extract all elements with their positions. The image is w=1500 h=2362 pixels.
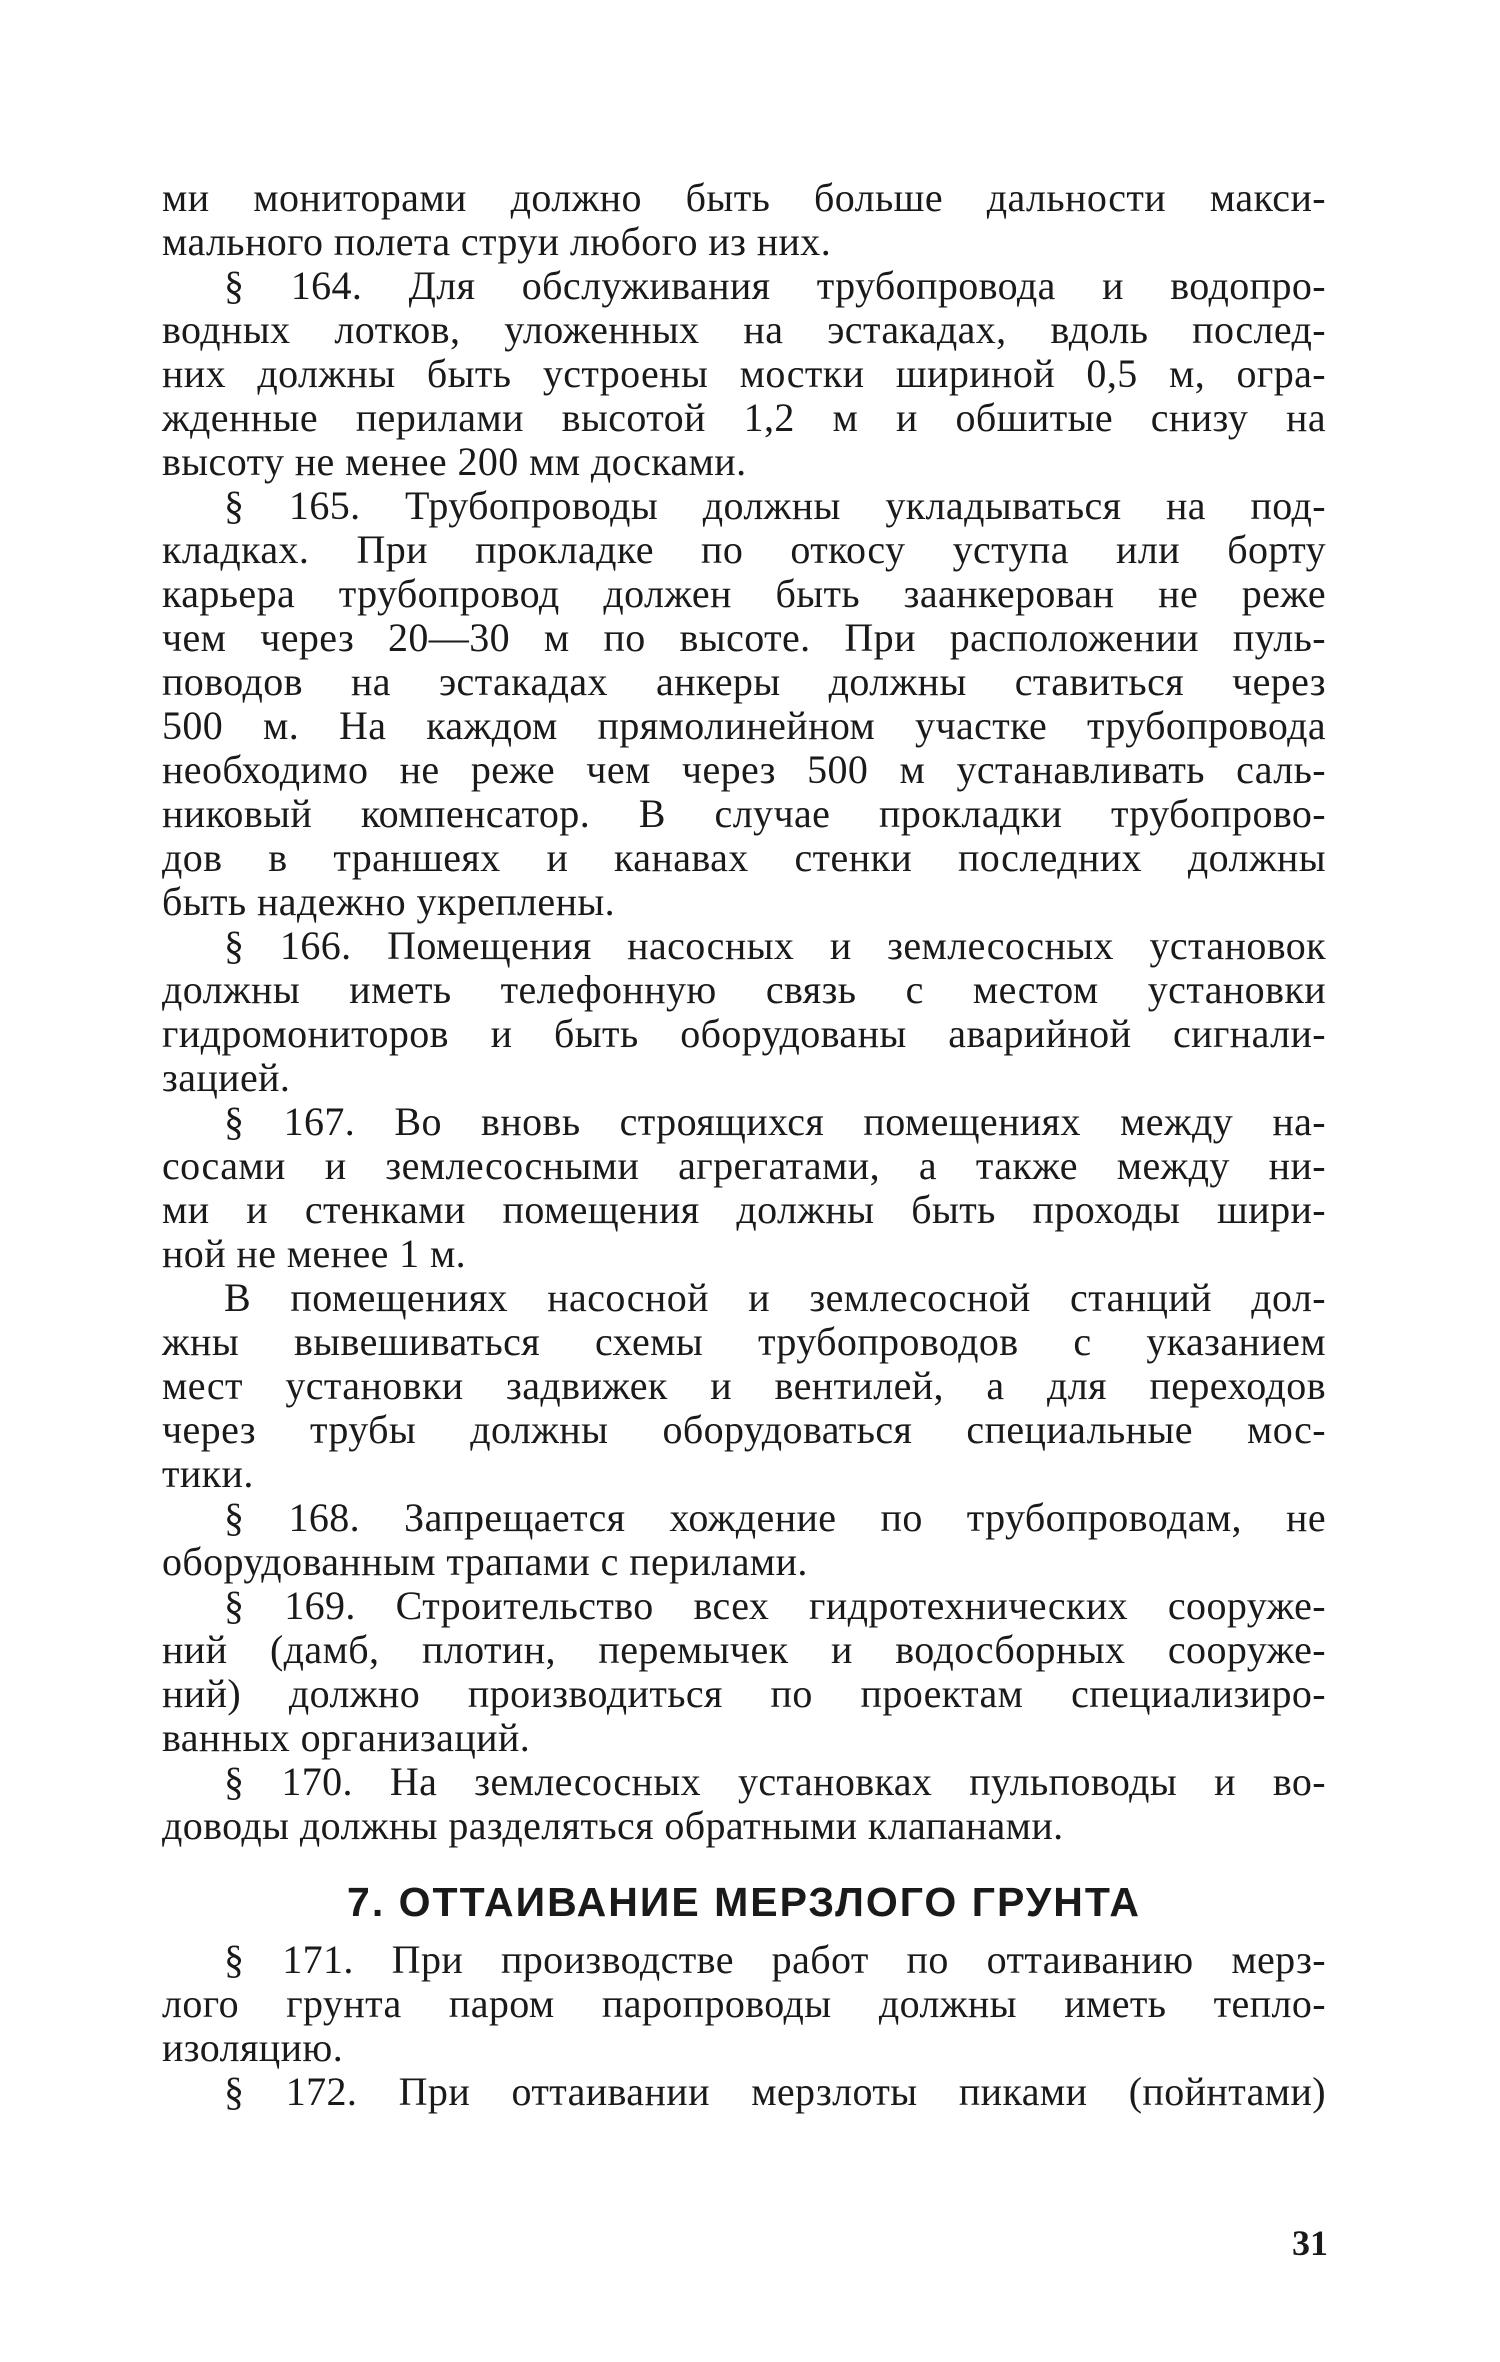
text-line: них должны быть устроены мостки шириной 0,5 м, огра-	[162, 351, 1326, 396]
paragraph-171	[162, 1938, 1326, 2070]
text-line: § 165. Трубопроводы должны укладываться на под-	[224, 483, 1326, 528]
text-line: ми мониторами должно быть больше дальности макси-	[162, 175, 1326, 220]
text-line: быть надежно укреплены.	[162, 879, 616, 924]
text-line: тики.	[162, 1451, 254, 1496]
text-line: сосами и землесосными агрегатами, а также между ни-	[162, 1143, 1326, 1188]
text-line: должны иметь телефонную связь с местом установки	[162, 967, 1326, 1012]
section-heading: 7. ОТТАИВАНИЕ МЕРЗЛОГО ГРУНТА	[347, 1879, 1141, 1925]
text-line: дов в траншеях и канавах стенки последних должны	[162, 835, 1326, 880]
text-line: никовый компенсатор. В случае прокладки трубопрово-	[162, 791, 1326, 836]
text-line: мест установки задвижек и вентилей, а для переходов	[162, 1363, 1326, 1408]
text-line: § 164. Для обслуживания трубопровода и водопро-	[224, 263, 1326, 308]
text-line: кладках. При прокладке по откосу уступа или борту	[162, 527, 1326, 572]
text-line: оборудованным трапами с перилами.	[162, 1539, 808, 1584]
text-line: мального полета струи любого из них.	[162, 219, 832, 264]
paragraph-170	[162, 1760, 1326, 1848]
text-line: § 167. Во вновь строящихся помещениях между на-	[224, 1099, 1326, 1144]
paragraph-172	[162, 2070, 1326, 2114]
text-line: § 170. На землесосных установках пульповоды и во-	[224, 1759, 1326, 1804]
text-line: лого грунта паром паропроводы должны иметь тепло-	[162, 1981, 1326, 2026]
text-line: необходимо не реже чем через 500 м устанавливать саль-	[162, 747, 1326, 792]
text-line: § 168. Запрещается хождение по трубопроводам, не	[224, 1495, 1326, 1540]
text-line: 500 м. На каждом прямолинейном участке трубопровода	[162, 703, 1326, 748]
text-line: жденные перилами высотой 1,2 м и обшитые снизу на	[162, 395, 1326, 440]
text-line: карьера трубопровод должен быть заанкерован не реже	[162, 571, 1326, 616]
text-line: ний) должно производиться по проектам специализиро-	[162, 1671, 1326, 1716]
text-line: водных лотков, уложенных на эстакадах, вдоль послед-	[162, 307, 1326, 352]
text-line: ной не менее 1 м.	[162, 1231, 467, 1276]
text-line: § 166. Помещения насосных и землесосных установок	[224, 923, 1326, 968]
text-line: гидромониторов и быть оборудованы аварийной сигнали-	[162, 1011, 1326, 1056]
text-line: чем через 20—30 м по высоте. При расположении пуль-	[162, 615, 1326, 660]
text-line: § 172. При оттаивании мерзлоты пиками (пойнтами)	[224, 2069, 1326, 2114]
text-line: доводы должны разделяться обратными клапанами.	[162, 1803, 1064, 1848]
paragraph-165	[162, 484, 1326, 924]
paragraph-169	[162, 1584, 1326, 1760]
text-line: зацией.	[162, 1055, 291, 1100]
text-line: жны вывешиваться схемы трубопроводов с указанием	[162, 1319, 1326, 1364]
text-line: поводов на эстакадах анкеры должны ставиться через	[162, 659, 1326, 704]
paragraph-164	[162, 264, 1326, 484]
text-line: ний (дамб, плотин, перемычек и водосборных сооруже-	[162, 1627, 1326, 1672]
paragraph-continuation	[162, 176, 1326, 264]
text-line: ми и стенками помещения должны быть проходы шири-	[162, 1187, 1326, 1232]
page-body	[162, 176, 1326, 2114]
text-line: через трубы должны оборудоваться специальные мос-	[162, 1407, 1326, 1452]
text-line: высоту не менее 200 мм досками.	[162, 439, 747, 484]
text-line: В помещениях насосной и землесосной станций дол-	[224, 1275, 1326, 1320]
text-line: изоляцию.	[162, 2025, 344, 2070]
text-line: § 169. Строительство всех гидротехнических сооруже-	[224, 1583, 1326, 1628]
paragraph-167-continued	[162, 1276, 1326, 1496]
paragraph-167	[162, 1100, 1326, 1276]
paragraph-166	[162, 924, 1326, 1100]
text-line: ванных организаций.	[162, 1715, 531, 1760]
page-number: 31	[1292, 2223, 1328, 2263]
text-line: § 171. При производстве работ по оттаиванию мерз-	[224, 1937, 1326, 1982]
paragraph-168	[162, 1496, 1326, 1584]
